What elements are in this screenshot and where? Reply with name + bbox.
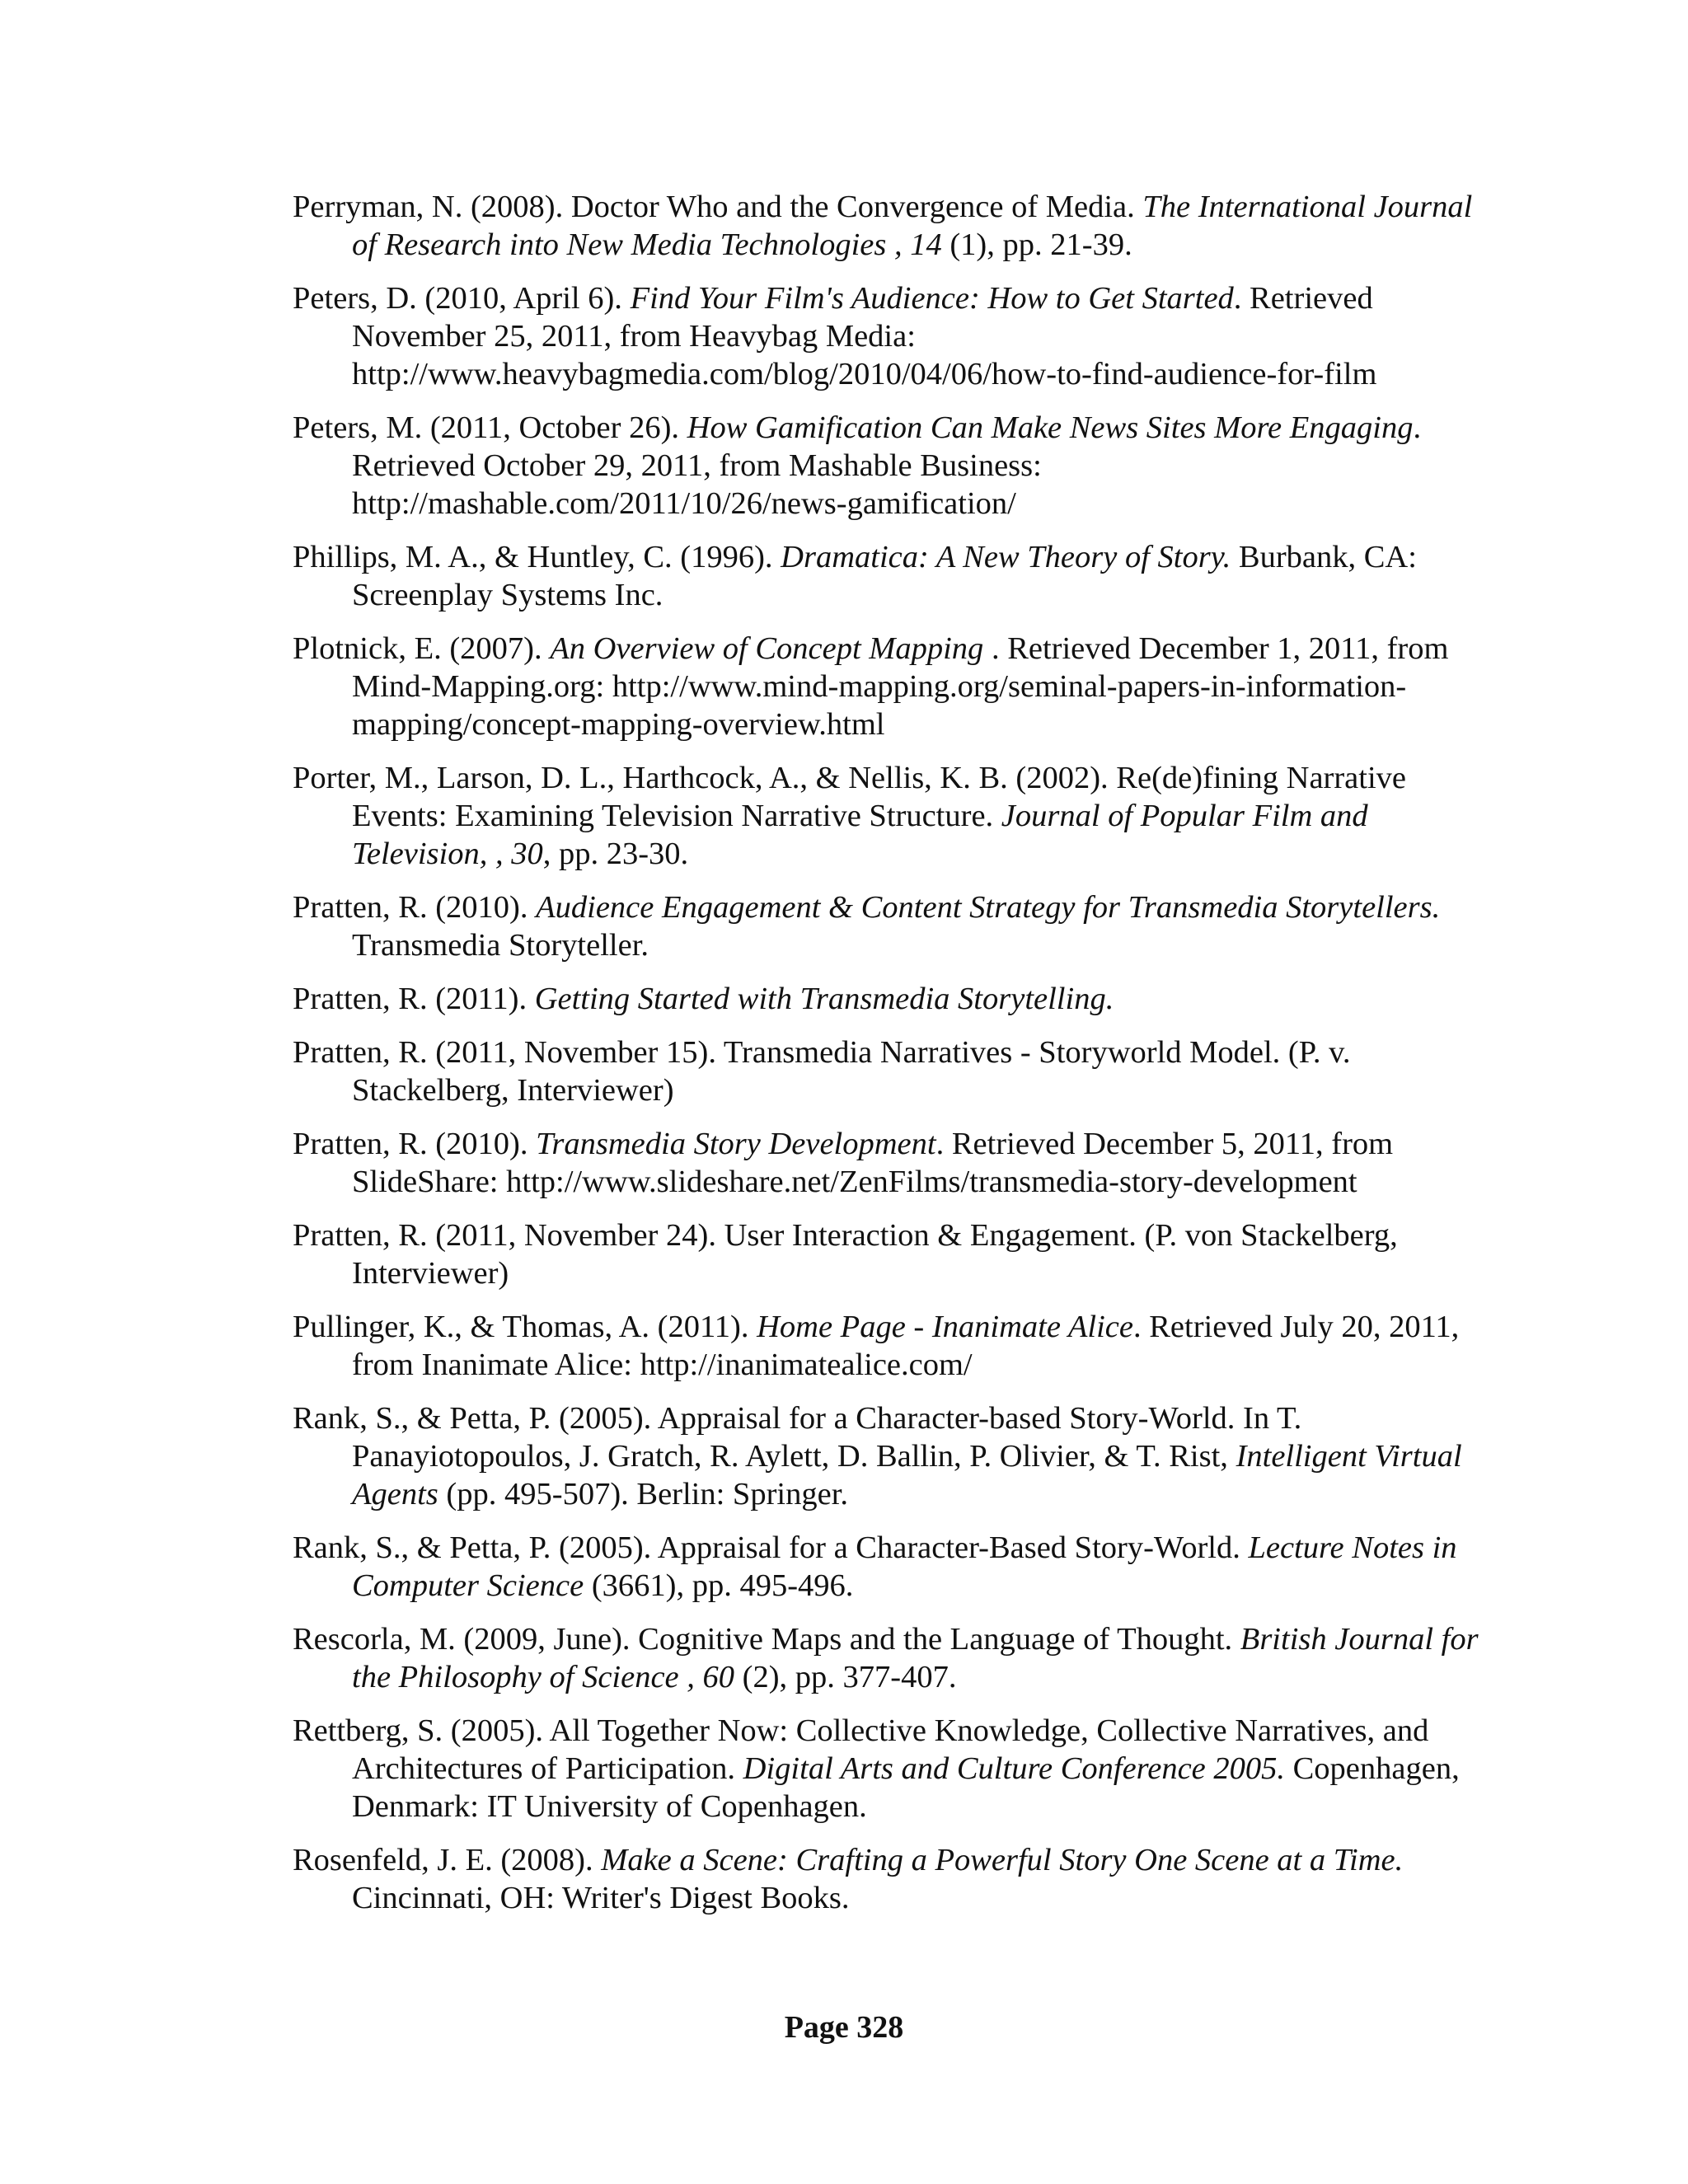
reference-title-italic: The International Journal of Research into New Media Technologies , 14 bbox=[352, 190, 1473, 262]
reference-title-italic: British Journal for the Philosophy of Science , 60 bbox=[352, 1622, 1479, 1694]
reference-title-italic: Find Your Film's Audience: How to Get Started bbox=[630, 281, 1234, 316]
reference-text: Pratten, R. (2011, November 15). Transmedia Narratives - Storyworld Model. (P. v. Stackelberg, Interviewer) bbox=[293, 1035, 1351, 1108]
page-number: Page 328 bbox=[784, 2010, 904, 2045]
reference-text: Rescorla, M. (2009, June). Cognitive Maps and the Language of Thought. bbox=[293, 1622, 1240, 1657]
reference-entry bbox=[293, 1399, 1488, 1513]
reference-entry bbox=[293, 1216, 1488, 1292]
reference-title-italic: Transmedia Story Development bbox=[536, 1127, 936, 1161]
reference-text: Rettberg, S. (2005). All Together Now: Collective Knowledge, Collective Narratives, and Architectures of Participation. bbox=[293, 1713, 1429, 1786]
reference-text: Rank, S., & Petta, P. (2005). Appraisal for a Character-based Story-World. In T. Panayiotopoulos, J. Gratch, R. Aylett, D. Ballin, P. Olivier, & T. Rist, bbox=[293, 1401, 1302, 1474]
reference-text: Perryman, N. (2008). Doctor Who and the Convergence of Media. bbox=[293, 190, 1143, 224]
reference-entry bbox=[293, 1712, 1488, 1825]
reference-title-italic: An Overview of Concept Mapping bbox=[550, 631, 984, 666]
reference-text: Pratten, R. (2010). bbox=[293, 1127, 537, 1161]
reference-text: Plotnick, E. (2007). bbox=[293, 631, 551, 666]
reference-text: . Retrieved December 1, 2011, from Mind-Mapping.org: http://www.mind-mapping.org/seminal-papers-in-information-mapping/concept-mapping-overview.html bbox=[352, 631, 1449, 742]
reference-entry bbox=[293, 759, 1488, 873]
reference-entry bbox=[293, 888, 1488, 964]
reference-text: Porter, M., Larson, D. L., Harthcock, A., & Nellis, K. B. (2002). Re(de)fining Narrative Events: Examining Television Narrative Structure. bbox=[293, 761, 1406, 833]
reference-text: (2), pp. 377-407. bbox=[734, 1660, 957, 1694]
reference-entry bbox=[293, 1529, 1488, 1605]
reference-text: Pratten, R. (2011). bbox=[293, 982, 535, 1016]
reference-text: Pratten, R. (2010). bbox=[293, 890, 537, 925]
reference-text: Transmedia Storyteller. bbox=[352, 928, 649, 963]
reference-text: Phillips, M. A., & Huntley, C. (1996). bbox=[293, 540, 781, 574]
reference-title-italic: Getting Started with Transmedia Storytelling. bbox=[534, 982, 1114, 1016]
reference-text: Pratten, R. (2011, November 24). User Interaction & Engagement. (P. von Stackelberg, Interviewer) bbox=[293, 1218, 1398, 1291]
reference-title-italic: Journal of Popular Film and Television, , 30 bbox=[352, 799, 1368, 871]
reference-entry bbox=[293, 409, 1488, 523]
reference-text: Burbank, CA: Screenplay Systems Inc. bbox=[352, 540, 1417, 612]
reference-text: Peters, D. (2010, April 6). bbox=[293, 281, 631, 316]
reference-text: (pp. 495-507). Berlin: Springer. bbox=[438, 1477, 849, 1511]
reference-text: . Retrieved July 20, 2011, from Inanimate Alice: http://inanimatealice.com/ bbox=[352, 1310, 1460, 1382]
reference-entry bbox=[293, 188, 1488, 264]
reference-text: , pp. 23-30. bbox=[542, 837, 689, 871]
reference-entry bbox=[293, 980, 1488, 1018]
reference-title-italic: Intelligent Virtual Agents bbox=[352, 1439, 1462, 1511]
reference-title-italic: Digital Arts and Culture Conference 2005. bbox=[743, 1751, 1285, 1786]
reference-text: . Retrieved October 29, 2011, from Mashable Business: http://mashable.com/2011/10/26/news-gamification/ bbox=[352, 410, 1422, 521]
reference-text: (3661), pp. 495-496. bbox=[584, 1568, 854, 1603]
reference-entry bbox=[293, 1125, 1488, 1201]
reference-entry bbox=[293, 630, 1488, 743]
reference-list bbox=[293, 188, 1488, 1933]
reference-text: Rosenfeld, J. E. (2008). bbox=[293, 1843, 602, 1877]
reference-entry bbox=[293, 1033, 1488, 1109]
reference-entry bbox=[293, 279, 1488, 393]
reference-title-italic: Dramatica: A New Theory of Story. bbox=[781, 540, 1231, 574]
reference-text: Peters, M. (2011, October 26). bbox=[293, 410, 687, 445]
reference-entry bbox=[293, 1308, 1488, 1384]
reference-entry bbox=[293, 1841, 1488, 1917]
reference-title-italic: Home Page - Inanimate Alice bbox=[757, 1310, 1133, 1344]
reference-title-italic: Make a Scene: Crafting a Powerful Story One Scene at a Time. bbox=[601, 1843, 1404, 1877]
reference-text: Cincinnati, OH: Writer's Digest Books. bbox=[352, 1881, 850, 1915]
reference-text: . Retrieved December 5, 2011, from SlideShare: http://www.slideshare.net/ZenFilms/transmedia-story-development bbox=[352, 1127, 1394, 1199]
reference-entry bbox=[293, 1620, 1488, 1696]
reference-text: (1), pp. 21-39. bbox=[941, 227, 1132, 262]
reference-text: Rank, S., & Petta, P. (2005). Appraisal for a Character-Based Story-World. bbox=[293, 1530, 1249, 1565]
reference-entry bbox=[293, 538, 1488, 614]
reference-text: . Retrieved November 25, 2011, from Heavybag Media: http://www.heavybagmedia.com/blog/2010/04/06/how-to-find-audience-for-film bbox=[352, 281, 1377, 391]
reference-text: Pullinger, K., & Thomas, A. (2011). bbox=[293, 1310, 757, 1344]
reference-text: Copenhagen, Denmark: IT University of Copenhagen. bbox=[352, 1751, 1460, 1824]
reference-title-italic: Audience Engagement & Content Strategy for Transmedia Storytellers. bbox=[536, 890, 1441, 925]
reference-title-italic: How Gamification Can Make News Sites More Engaging bbox=[687, 410, 1414, 445]
reference-title-italic: Lecture Notes in Computer Science bbox=[352, 1530, 1457, 1603]
